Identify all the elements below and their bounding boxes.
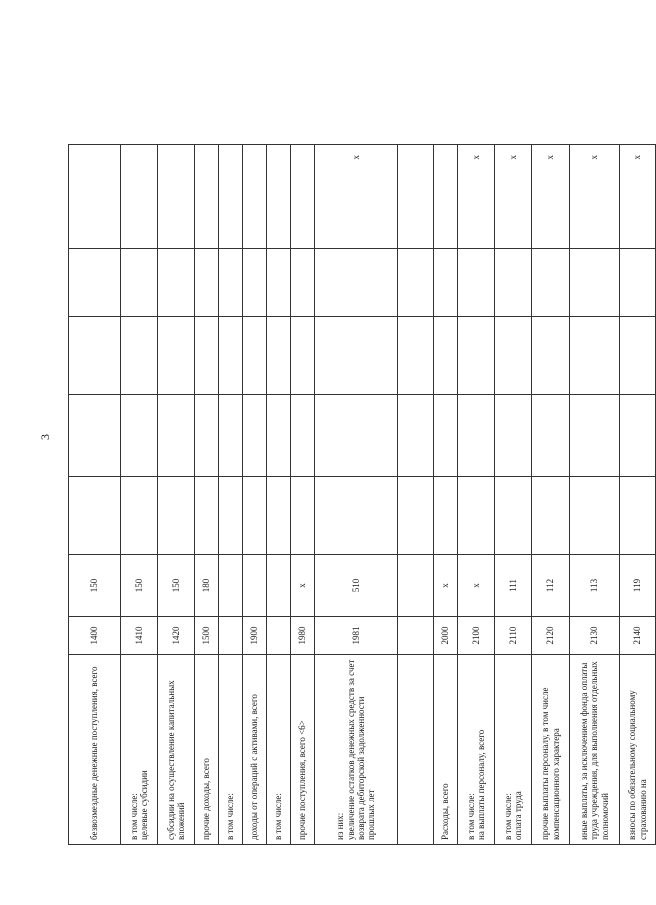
table-row <box>570 145 620 845</box>
cell-code <box>267 617 291 655</box>
table-row <box>532 145 570 845</box>
cell-c4 <box>267 317 291 395</box>
cell-c4 <box>158 317 195 395</box>
cell-c3 <box>570 395 620 477</box>
cell-name: в том числе: целевые субсидии <box>121 655 158 845</box>
cell-c6: x <box>458 145 495 249</box>
cell-c5 <box>532 249 570 317</box>
cell-c6: x <box>570 145 620 249</box>
cell-c6: x <box>495 145 532 249</box>
cell-c4 <box>69 317 121 395</box>
cell-c5 <box>495 249 532 317</box>
cell-c6 <box>434 145 458 249</box>
financial-plan-table <box>68 144 656 845</box>
cell-c2 <box>315 477 398 555</box>
table-row <box>158 145 195 845</box>
cell-c2 <box>398 477 434 555</box>
cell-name: субсидии на осуществление капитальных вложений <box>158 655 195 845</box>
cell-c4 <box>291 317 315 395</box>
cell-c6: x <box>315 145 398 249</box>
table-row <box>121 145 158 845</box>
cell-kbk: x <box>291 555 315 617</box>
cell-c6 <box>398 145 434 249</box>
cell-c6 <box>69 145 121 249</box>
cell-c4 <box>620 317 656 395</box>
cell-c2 <box>570 477 620 555</box>
table-row <box>458 145 495 845</box>
cell-c2 <box>495 477 532 555</box>
cell-kbk: 150 <box>69 555 121 617</box>
cell-c2 <box>195 477 219 555</box>
cell-name <box>398 655 434 845</box>
cell-c4 <box>570 317 620 395</box>
cell-c5 <box>121 249 158 317</box>
table-row <box>243 145 267 845</box>
cell-code: 1500 <box>195 617 219 655</box>
cell-name: Расходы, всего <box>434 655 458 845</box>
cell-c3 <box>195 395 219 477</box>
cell-name: иные выплаты, за исключением фонда оплаты труда учреждения, для выполнения отдельных полномочий <box>570 655 620 845</box>
cell-c3 <box>267 395 291 477</box>
table-row <box>219 145 243 845</box>
cell-name: прочие доходы, всего <box>195 655 219 845</box>
cell-c6 <box>291 145 315 249</box>
cell-c2 <box>434 477 458 555</box>
cell-kbk <box>398 555 434 617</box>
cell-kbk: 510 <box>315 555 398 617</box>
cell-c3 <box>69 395 121 477</box>
table-row <box>267 145 291 845</box>
cell-name: взносы по обязательному социальному страхованию на <box>620 655 656 845</box>
cell-code <box>398 617 434 655</box>
cell-c3 <box>158 395 195 477</box>
cell-c4 <box>532 317 570 395</box>
cell-name: безвозмездные денежные поступления, всего <box>69 655 121 845</box>
cell-c5 <box>158 249 195 317</box>
cell-code: 1420 <box>158 617 195 655</box>
cell-c2 <box>158 477 195 555</box>
cell-c5 <box>219 249 243 317</box>
cell-c5 <box>620 249 656 317</box>
cell-c6 <box>243 145 267 249</box>
cell-c5 <box>458 249 495 317</box>
cell-kbk: x <box>458 555 495 617</box>
table-row <box>315 145 398 845</box>
cell-c3 <box>398 395 434 477</box>
cell-c4 <box>315 317 398 395</box>
cell-code: 2000 <box>434 617 458 655</box>
cell-code: 1410 <box>121 617 158 655</box>
cell-kbk: 150 <box>121 555 158 617</box>
cell-c6 <box>219 145 243 249</box>
cell-kbk <box>267 555 291 617</box>
table-row <box>398 145 434 845</box>
cell-c5 <box>267 249 291 317</box>
cell-name: в том числе: оплата труда <box>495 655 532 845</box>
cell-code: 1400 <box>69 617 121 655</box>
cell-c2 <box>532 477 570 555</box>
cell-c6 <box>267 145 291 249</box>
cell-c4 <box>121 317 158 395</box>
cell-code: 2130 <box>570 617 620 655</box>
cell-code: 1981 <box>315 617 398 655</box>
cell-name: доходы от операций с активами, всего <box>243 655 267 845</box>
cell-c4 <box>495 317 532 395</box>
cell-kbk: 112 <box>532 555 570 617</box>
cell-c5 <box>243 249 267 317</box>
cell-c3 <box>315 395 398 477</box>
page-number: 3 <box>38 434 52 440</box>
cell-c4 <box>195 317 219 395</box>
table-row <box>291 145 315 845</box>
cell-c2 <box>291 477 315 555</box>
cell-c6 <box>195 145 219 249</box>
cell-kbk <box>219 555 243 617</box>
cell-c4 <box>398 317 434 395</box>
cell-code: 1900 <box>243 617 267 655</box>
cell-c3 <box>291 395 315 477</box>
cell-code: 2100 <box>458 617 495 655</box>
cell-c6 <box>121 145 158 249</box>
table-row <box>620 145 656 845</box>
table-row <box>434 145 458 845</box>
cell-kbk: 180 <box>195 555 219 617</box>
cell-c4 <box>219 317 243 395</box>
cell-c2 <box>458 477 495 555</box>
cell-kbk <box>243 555 267 617</box>
cell-c2 <box>267 477 291 555</box>
cell-c3 <box>532 395 570 477</box>
cell-c3 <box>121 395 158 477</box>
cell-c3 <box>434 395 458 477</box>
cell-c3 <box>243 395 267 477</box>
cell-c6: x <box>532 145 570 249</box>
cell-name: в том числе: <box>219 655 243 845</box>
cell-name: в том числе: <box>267 655 291 845</box>
cell-c4 <box>243 317 267 395</box>
cell-c5 <box>570 249 620 317</box>
plan-table-area <box>68 145 648 845</box>
cell-c5 <box>315 249 398 317</box>
table-row <box>69 145 121 845</box>
cell-c6 <box>158 145 195 249</box>
cell-c5 <box>195 249 219 317</box>
cell-c5 <box>69 249 121 317</box>
cell-c5 <box>434 249 458 317</box>
cell-code <box>219 617 243 655</box>
table-row <box>495 145 532 845</box>
cell-c4 <box>434 317 458 395</box>
cell-c6: x <box>620 145 656 249</box>
cell-name: прочие поступления, всего <6> <box>291 655 315 845</box>
rotated-table-wrapper <box>68 145 648 845</box>
cell-c2 <box>620 477 656 555</box>
cell-kbk: 111 <box>495 555 532 617</box>
cell-c2 <box>69 477 121 555</box>
cell-c5 <box>291 249 315 317</box>
cell-c3 <box>219 395 243 477</box>
cell-c2 <box>121 477 158 555</box>
cell-name: прочие выплаты персоналу, в том числе компенсационного характера <box>532 655 570 845</box>
cell-c3 <box>495 395 532 477</box>
table-row <box>195 145 219 845</box>
cell-code: 2140 <box>620 617 656 655</box>
cell-kbk: 119 <box>620 555 656 617</box>
cell-c2 <box>243 477 267 555</box>
table-body <box>69 145 656 845</box>
cell-kbk: x <box>434 555 458 617</box>
cell-c5 <box>398 249 434 317</box>
cell-code: 2120 <box>532 617 570 655</box>
cell-name: из них: увеличение остатков денежных средств за счет возврата дебиторской задолженности прошлых лет <box>315 655 398 845</box>
cell-c4 <box>458 317 495 395</box>
cell-c2 <box>219 477 243 555</box>
cell-kbk: 113 <box>570 555 620 617</box>
cell-code: 2110 <box>495 617 532 655</box>
cell-code: 1980 <box>291 617 315 655</box>
cell-kbk: 150 <box>158 555 195 617</box>
cell-c3 <box>620 395 656 477</box>
cell-c3 <box>458 395 495 477</box>
cell-name: в том числе: на выплаты персоналу, всего <box>458 655 495 845</box>
